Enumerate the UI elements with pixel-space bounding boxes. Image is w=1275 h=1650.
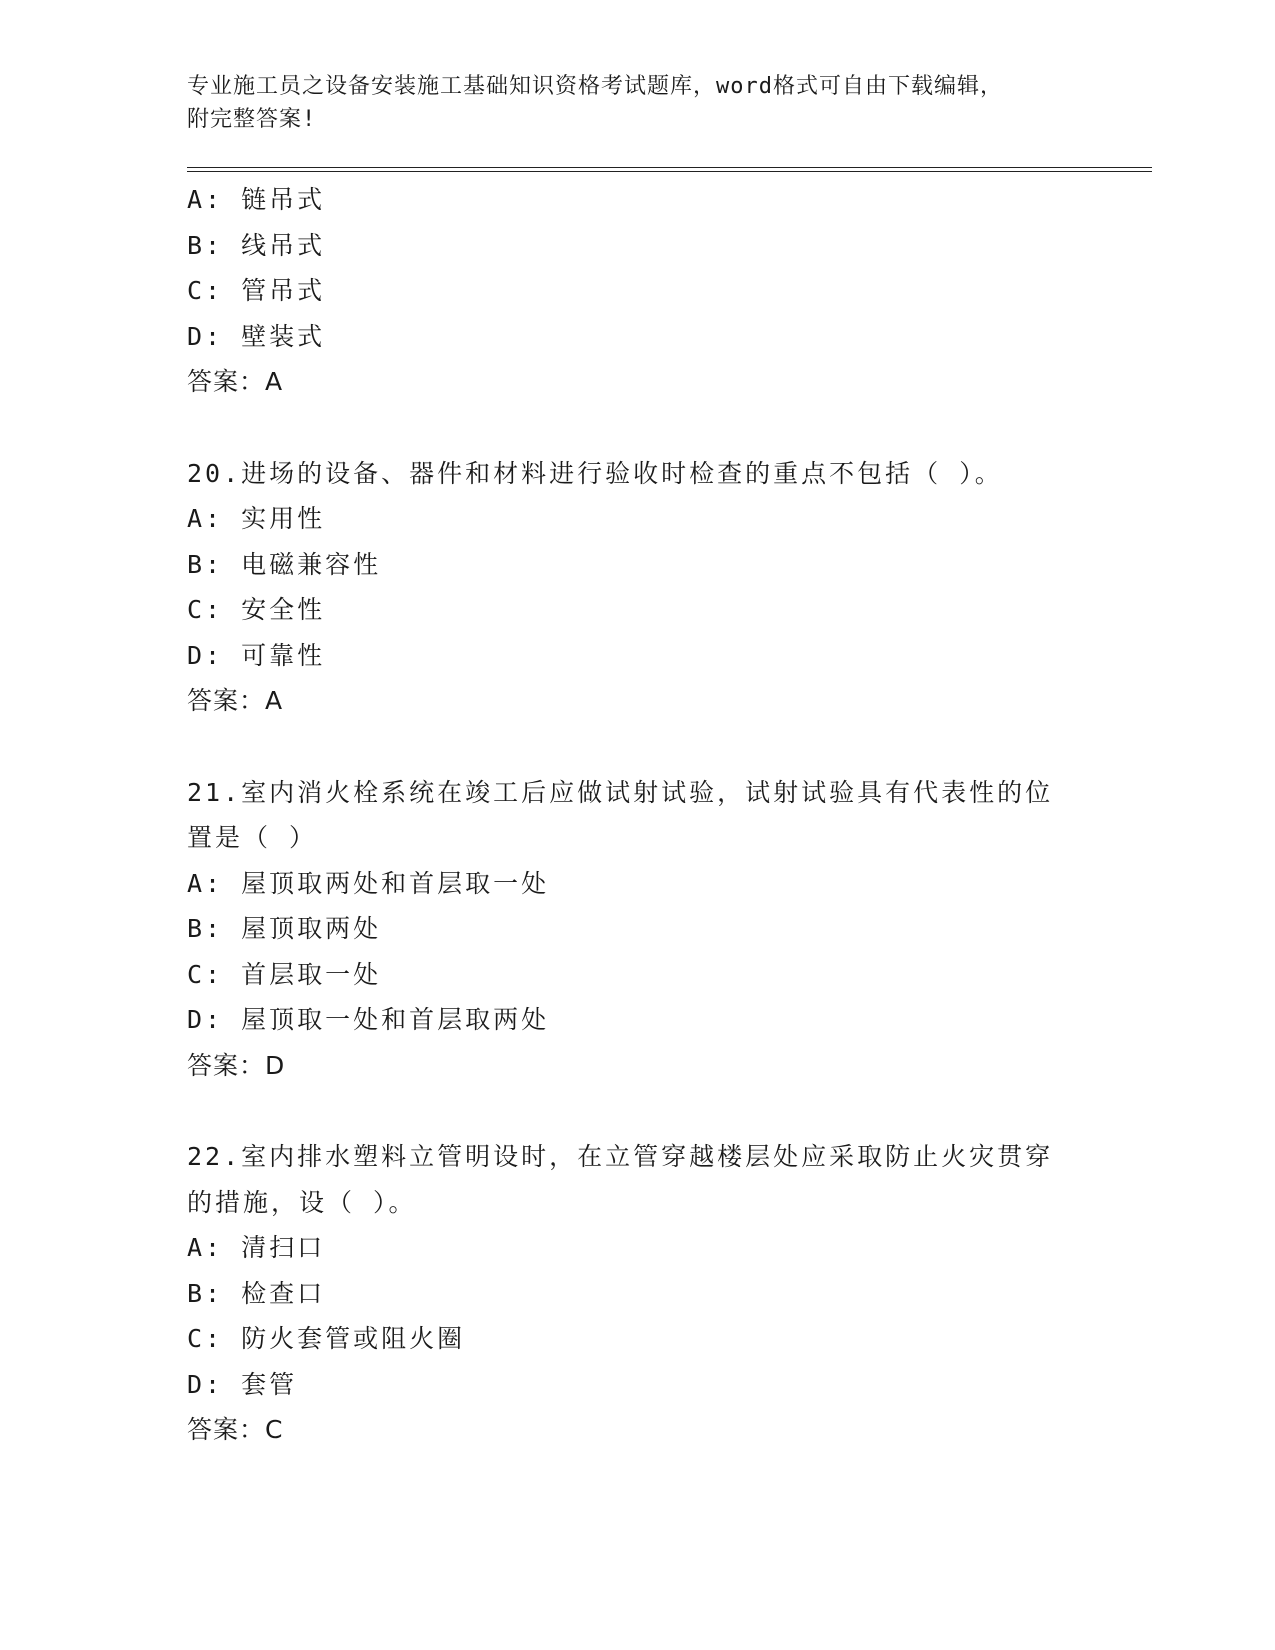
question-text: 22.室内排水塑料立管明设时，在立管穿越楼层处应采取防止火灾贯穿 (187, 1142, 1054, 1171)
option-b: B: 检查口 (187, 1278, 326, 1308)
block-spacer (187, 405, 1147, 451)
header-divider (187, 167, 1152, 172)
option-a: A: 清扫口 (187, 1233, 326, 1262)
question-text-continued: 的措施，设（ ）。 (187, 1187, 417, 1217)
header-line-2: 附完整答案! (187, 107, 317, 132)
question-text: 20.进场的设备、器件和材料进行验收时检查的重点不包括（ ）。 (187, 458, 1003, 488)
option-d: D: 壁装式 (187, 321, 326, 351)
option-d: D: 屋顶取一处和首层取两处 (187, 1005, 550, 1034)
document-header (187, 70, 1067, 136)
divider-line-bottom (187, 171, 1152, 172)
document-page (187, 70, 1147, 1453)
question-text-continued: 置是（ ） (187, 823, 318, 852)
option-c: C: 首层取一处 (187, 959, 382, 989)
block-spacer (187, 724, 1147, 770)
question-block (187, 1134, 1147, 1453)
option-c: C: 安全性 (187, 595, 326, 624)
option-c: C: 管吊式 (187, 276, 326, 305)
option-a: A: 实用性 (187, 504, 326, 533)
question-list (187, 177, 1147, 1453)
answer-line: 答案：A (187, 367, 284, 396)
option-d: D: 可靠性 (187, 640, 326, 670)
block-spacer (187, 1088, 1147, 1134)
option-b: B: 电磁兼容性 (187, 549, 382, 579)
option-d: D: 套管 (187, 1369, 298, 1399)
answer-line: 答案：D (187, 1050, 286, 1080)
question-block (187, 770, 1147, 1089)
question-block (187, 177, 1147, 405)
option-b: B: 屋顶取两处 (187, 914, 382, 943)
question-text: 21.室内消火栓系统在竣工后应做试射试验，试射试验具有代表性的位 (187, 777, 1054, 807)
option-c: C: 防火套管或阻火圈 (187, 1324, 466, 1353)
answer-line: 答案：A (187, 686, 284, 715)
divider-line-top (187, 167, 1152, 168)
question-block (187, 451, 1147, 724)
option-b: B: 线吊式 (187, 230, 326, 260)
option-a: A: 链吊式 (187, 185, 326, 214)
header-line-1: 专业施工员之设备安装施工基础知识资格考试题库，word格式可自由下载编辑， (187, 74, 1003, 99)
answer-line: 答案：C (187, 1415, 284, 1444)
option-a: A: 屋顶取两处和首层取一处 (187, 868, 550, 898)
